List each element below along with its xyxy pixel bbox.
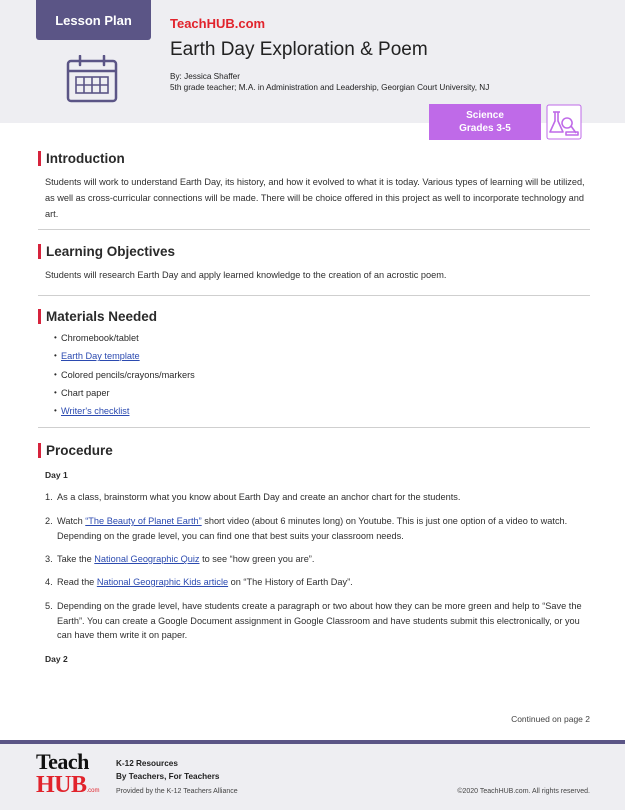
calendar-icon	[66, 55, 118, 103]
step-text-post: on “The History of Earth Day”.	[228, 577, 353, 587]
lesson-plan-tab: Lesson Plan	[36, 0, 151, 40]
logo-hub: HUB	[36, 772, 87, 798]
introduction-text: Students will work to understand Earth Day, its history, and how it evolved to what it is today. Various types of learning will be utilized, as well as cross-curricular connections will be made. There will be choice offered in this project as well to incorporate technology and art.	[45, 177, 585, 219]
step-number: 5.	[45, 601, 53, 611]
procedure-heading: Procedure	[46, 442, 113, 458]
writers-checklist-link[interactable]: Writer's checklist	[61, 406, 130, 417]
step-text	[45, 514, 590, 543]
objectives-section	[38, 243, 590, 283]
national-geographic-quiz-link[interactable]: National Geographic Quiz	[94, 554, 200, 564]
list-item	[54, 347, 590, 365]
step-text-pre: Read the	[57, 577, 97, 587]
step-text: As a class, brainstorm what you know about Earth Day and create an anchor chart for the students.	[57, 492, 461, 502]
list-item: • Colored pencils/crayons/markers	[54, 366, 590, 384]
step-text-pre: Take the	[57, 554, 95, 564]
procedure-step	[45, 514, 590, 543]
footer-line-1: K-12 Resources	[116, 759, 178, 768]
list-item	[54, 402, 590, 420]
author-credentials: 5th grade teacher; M.A. in Administration and Leadership, Georgian Court University, NJ	[170, 83, 490, 92]
author-name: By: Jessica Shaffer	[170, 72, 240, 81]
materials-heading: Materials Needed	[46, 308, 158, 324]
day-2-label: Day 2	[45, 654, 68, 664]
footer-copyright: ©2020 TeachHUB.com. All rights reserved.	[457, 788, 590, 795]
introduction-section	[38, 150, 590, 222]
procedure-step	[45, 599, 590, 643]
beauty-of-planet-earth-link[interactable]: “The Beauty of Planet Earth”	[85, 516, 202, 526]
procedure-section	[38, 442, 590, 458]
section-marker	[38, 151, 41, 166]
section-marker	[38, 244, 41, 259]
list-item: • Chromebook/tablet	[54, 329, 590, 347]
footer-provided: Provided by the K-12 Teachers Alliance	[116, 788, 238, 795]
procedure-step	[45, 552, 590, 567]
introduction-heading: Introduction	[46, 150, 125, 166]
page-title: Earth Day Exploration & Poem	[170, 39, 428, 60]
step-text-pre: Watch	[57, 516, 86, 526]
procedure-step	[45, 575, 590, 590]
step-number: 3.	[45, 554, 53, 564]
logo-teach: Teach	[36, 749, 89, 774]
step-number: 1.	[45, 492, 53, 502]
subject-badge	[429, 104, 541, 140]
list-item: • Chart paper	[54, 384, 590, 402]
materials-list	[38, 329, 590, 420]
step-text-post: short video (about 6 minutes long) on Youtube. This is just one option of a video to watch. Depending on the grade level, you can find one that best suits your classroom needs.	[57, 516, 568, 541]
step-text	[45, 552, 590, 567]
grades-label: Grades 3-5	[459, 123, 511, 134]
objectives-text: Students will research Earth Day and apply learned knowledge to the creation of an acrostic poem.	[45, 270, 447, 280]
section-marker	[38, 443, 41, 458]
subject-label: Science	[466, 110, 504, 121]
author-info	[170, 71, 489, 93]
step-text-post: to see “how green you are”.	[199, 554, 315, 564]
logo-dotcom: .com	[86, 788, 100, 794]
footer-tagline	[116, 757, 219, 783]
natgeo-kids-article-link[interactable]: National Geographic Kids article	[96, 577, 229, 587]
objectives-heading: Learning Objectives	[46, 243, 176, 259]
procedure-step	[45, 490, 590, 505]
materials-section	[38, 308, 590, 420]
footer	[0, 740, 625, 810]
teachhub-logo	[36, 751, 106, 797]
brand-name: TeachHUB.com	[170, 16, 266, 31]
step-text: Depending on the grade level, have students create a paragraph or two about how they can be more green and help to “Save the Earth”. You can create a Google Document assignment in Google Classroom and have students submit this electronically, or you can have them write it on paper.	[57, 601, 582, 640]
divider	[38, 295, 590, 296]
divider	[38, 427, 590, 428]
section-marker	[38, 309, 41, 324]
day-1-label: Day 1	[45, 470, 68, 480]
step-number: 4.	[45, 577, 53, 587]
continued-note: Continued on page 2	[511, 714, 590, 724]
footer-line-2: By Teachers, For Teachers	[116, 772, 220, 781]
step-text	[45, 575, 590, 590]
divider	[38, 229, 590, 230]
earth-day-template-link[interactable]: Earth Day template	[61, 351, 140, 362]
step-number: 2.	[45, 516, 53, 526]
lab-beaker-icon	[546, 104, 582, 140]
